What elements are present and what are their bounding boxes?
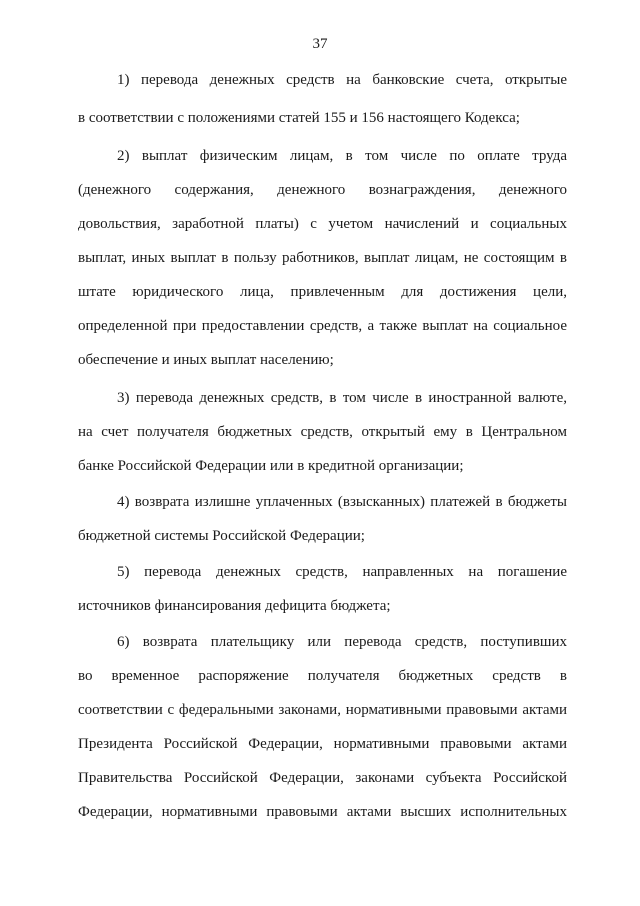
- item-2-line-3: довольствия, заработной платы) с учетом начислений и социальных: [78, 216, 567, 232]
- item-1-line-2: в соответствии с положениями статей 155 и 156 настоящего Кодекса;: [78, 110, 520, 126]
- item-2-line-7: обеспечение и иных выплат населению;: [78, 352, 334, 368]
- item-6-line-1: 6) возврата плательщику или перевода средств, поступивших: [117, 634, 567, 650]
- item-6-line-6: Федерации, нормативными правовыми актами высших исполнительных: [78, 804, 567, 820]
- item-3-line-1: 3) перевода денежных средств, в том числе в иностранной валюте,: [117, 390, 567, 406]
- item-2-line-2: (денежного содержания, денежного вознаграждения, денежного: [78, 182, 567, 198]
- item-2-line-6: определенной при предоставлении средств, а также выплат на социальное: [78, 318, 567, 334]
- item-3-line-3: банке Российской Федерации или в кредитной организации;: [78, 458, 464, 474]
- item-4-line-2: бюджетной системы Российской Федерации;: [78, 528, 365, 544]
- item-3-line-2: на счет получателя бюджетных средств, открытый ему в Центральном: [78, 424, 567, 440]
- item-5-line-1: 5) перевода денежных средств, направленных на погашение: [117, 564, 567, 580]
- item-5-line-2: источников финансирования дефицита бюджета;: [78, 598, 391, 614]
- page-number: 37: [312, 36, 328, 52]
- item-6-line-5: Правительства Российской Федерации, законами субъекта Российской: [78, 770, 567, 786]
- item-2-line-5: штате юридического лица, привлеченным для достижения цели,: [78, 284, 567, 300]
- item-6-line-2: во временное распоряжение получателя бюджетных средств в: [78, 668, 567, 684]
- item-2-line-1: 2) выплат физическим лицам, в том числе по оплате труда: [117, 148, 567, 164]
- item-6-line-3: соответствии с федеральными законами, нормативными правовыми актами: [78, 702, 567, 718]
- item-2-line-4: выплат, иных выплат в пользу работников, выплат лицам, не состоящим в: [78, 250, 567, 266]
- item-4-line-1: 4) возврата излишне уплаченных (взысканных) платежей в бюджеты: [117, 494, 567, 510]
- item-1-line-1: 1) перевода денежных средств на банковские счета, открытые: [117, 72, 567, 88]
- item-6-line-4: Президента Российской Федерации, нормативными правовыми актами: [78, 736, 567, 752]
